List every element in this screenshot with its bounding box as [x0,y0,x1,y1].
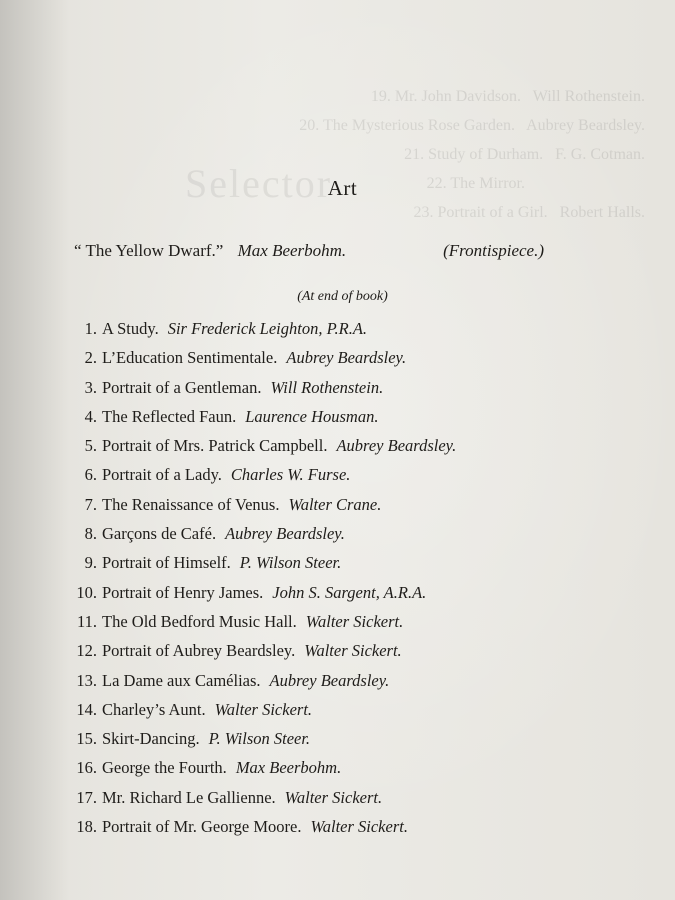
plate-title: Portrait of a Lady. [102,465,222,485]
list-item [68,373,456,402]
plate-list [68,314,456,841]
list-item [68,666,456,695]
plate-number: 16. [76,758,97,778]
plate-title: L’Education Sentimentale. [102,348,278,368]
page-gutter-shadow [0,0,70,900]
plate-artist: Walter Sickert. [284,787,383,807]
plate-artist: Walter Sickert. [304,641,402,661]
frontispiece-title: “ The Yellow Dwarf.” [74,241,224,260]
plate-number: 8. [84,524,97,544]
plate-artist: Aubrey Beardsley. [286,348,407,368]
plate-title: Charley’s Aunt. [102,699,206,719]
list-item [68,314,456,343]
plate-number: 1. [84,319,97,338]
plate-title: The Renaissance of Venus. [102,494,280,514]
plate-title: Skirt-Dancing. [102,729,200,749]
list-item [68,783,456,812]
list-item [68,548,456,577]
plate-number: 13. [76,670,97,690]
plate-number: 2. [84,348,97,368]
show-through-line: 21. Study of Durham. F. G. Cotman. [404,146,645,163]
plate-artist: John S. Sargent, A.R.A. [272,582,427,602]
plate-title: The Reflected Faun. [102,406,237,426]
list-item [68,343,456,372]
plate-title: Portrait of Mr. George Moore. [102,817,302,837]
list-item [68,753,456,782]
plate-artist: Aubrey Beardsley. [269,670,390,690]
plate-number: 12. [76,641,97,661]
plate-title: The Old Bedford Music Hall. [102,611,297,631]
plate-artist: Walter Crane. [288,494,382,514]
list-item [68,519,456,548]
plate-number: 17. [76,787,97,807]
plate-number: 15. [76,729,97,749]
plate-artist: P. Wilson Steer. [208,729,311,749]
list-item [68,460,456,489]
plate-title: La Dame aux Camélias. [102,670,261,690]
list-item [68,431,456,460]
plate-artist: Walter Sickert. [310,817,408,837]
plate-title: Portrait of a Gentleman. [102,377,262,397]
plate-title: Portrait of Aubrey Beardsley. [102,641,296,661]
plate-title: Portrait of Mrs. Patrick Campbell. [102,436,328,456]
plate-number: 3. [84,377,97,397]
plate-number: 11. [76,611,97,631]
show-through-line: 22. The Mirror. [426,175,525,192]
plate-number: 7. [84,494,97,514]
list-item [68,607,456,636]
plate-artist: Laurence Housman. [245,406,379,426]
plate-number: 5. [84,436,97,456]
plate-title: George the Fourth. [102,758,227,778]
show-through-line: 19. Mr. John Davidson. Will Rothenstein. [370,88,645,105]
plate-title: Mr. Richard Le Gallienne. [102,787,276,807]
show-through-heading: Selector [185,161,333,206]
plate-title: Portrait of Henry James. [102,582,264,602]
plate-artist: Max Beerbohm. [235,758,342,778]
frontispiece-artist: Max Beerbohm. [237,241,347,260]
list-item [68,724,456,753]
plate-artist: P. Wilson Steer. [239,553,342,573]
plate-artist: Walter Sickert. [305,611,404,631]
subheading: (At end of book) [297,289,388,304]
plate-artist: Aubrey Beardsley. [336,436,457,456]
plate-title: Portrait of Himself. [102,553,231,573]
list-item [68,402,456,431]
list-item [68,812,456,841]
plate-artist: Sir Frederick Leighton, P.R.A. [167,319,368,338]
list-item [68,490,456,519]
plate-number: 9. [84,553,97,573]
list-item [68,636,456,665]
show-through-line: 20. The Mysterious Rose Garden. Aubrey Beardsley. [299,117,645,134]
list-item [68,578,456,607]
plate-number: 14. [76,699,97,719]
plate-artist: Aubrey Beardsley. [225,524,345,544]
plate-artist: Charles W. Furse. [230,465,351,485]
plate-number: 4. [84,406,97,426]
plate-number: 10. [76,582,97,602]
plate-artist: Will Rothenstein. [270,377,384,397]
list-item [68,695,456,724]
show-through-line: 23. Portrait of a Girl. Robert Halls. [413,204,645,221]
plate-title: A Study. [102,319,159,338]
page-title: Art [327,176,358,200]
plate-number: 6. [84,465,97,485]
plate-number: 18. [76,817,97,837]
frontispiece-note: (Frontispiece.) [443,241,544,260]
frontispiece-entry [74,241,544,261]
plate-artist: Walter Sickert. [214,699,313,719]
plate-title: Garçons de Café. [102,524,217,544]
